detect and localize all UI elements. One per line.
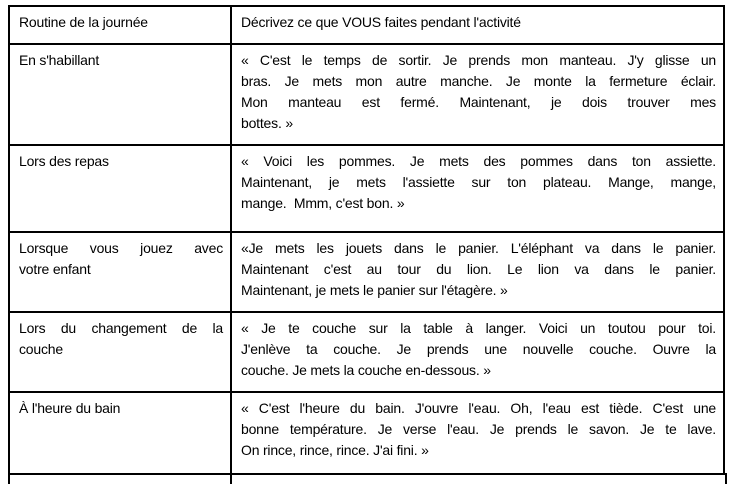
table-row bbox=[9, 145, 724, 232]
routine-cell: Lorsque vous jouez avec votre enfant bbox=[9, 232, 231, 312]
header-describe-column: Décrivez ce que VOUS faites pendant l'activité bbox=[231, 6, 724, 44]
routine-cell: Lors du changement de la couche bbox=[9, 312, 231, 392]
routine-cell: En s'habillant bbox=[9, 44, 231, 145]
script-cell: « Je te couche sur la table à langer. Voici un toutou pour toi. J'enlève ta couche. Je prends une nouvelle couche. Ouvre la couche. Je mets la couche en-dessous. » bbox=[231, 312, 724, 392]
script-cell: « C'est l'heure du bain. J'ouvre l'eau. Oh, l'eau est tiède. C'est une bonne température. Je verse l'eau. Je prends le savon. Je te lave. On rince, rince, rince. J'ai fini. » bbox=[231, 392, 724, 474]
routine-table bbox=[8, 5, 725, 475]
script-cell: « C'est le temps de sortir. Je prends mon manteau. J'y glisse un bras. Je mets mon autre manche. Je monte la fermeture éclair. Mon manteau est fermé. Maintenant, je dois trouver mes bottes. » bbox=[231, 44, 724, 145]
next-row-cut bbox=[8, 473, 727, 484]
table-row bbox=[9, 312, 724, 392]
routine-cell: Lors des repas bbox=[9, 145, 231, 232]
header-routine-column: Routine de la journée bbox=[9, 6, 231, 44]
table-row bbox=[9, 44, 724, 145]
table-row bbox=[9, 232, 724, 312]
header-row bbox=[9, 6, 724, 44]
column-divider-cut bbox=[230, 473, 232, 484]
routine-cell: À l'heure du bain bbox=[9, 392, 231, 474]
script-cell: « Voici les pommes. Je mets des pommes dans ton assiette. Maintenant, je mets l'assiette sur ton plateau. Mange, mange, mange. Mmm, c'est bon. » bbox=[231, 145, 724, 232]
script-cell: «Je mets les jouets dans le panier. L'éléphant va dans le panier. Maintenant c'est au tour du lion. Le lion va dans le panier. Maintenant, je mets le panier sur l'étagère. » bbox=[231, 232, 724, 312]
table-row bbox=[9, 392, 724, 474]
